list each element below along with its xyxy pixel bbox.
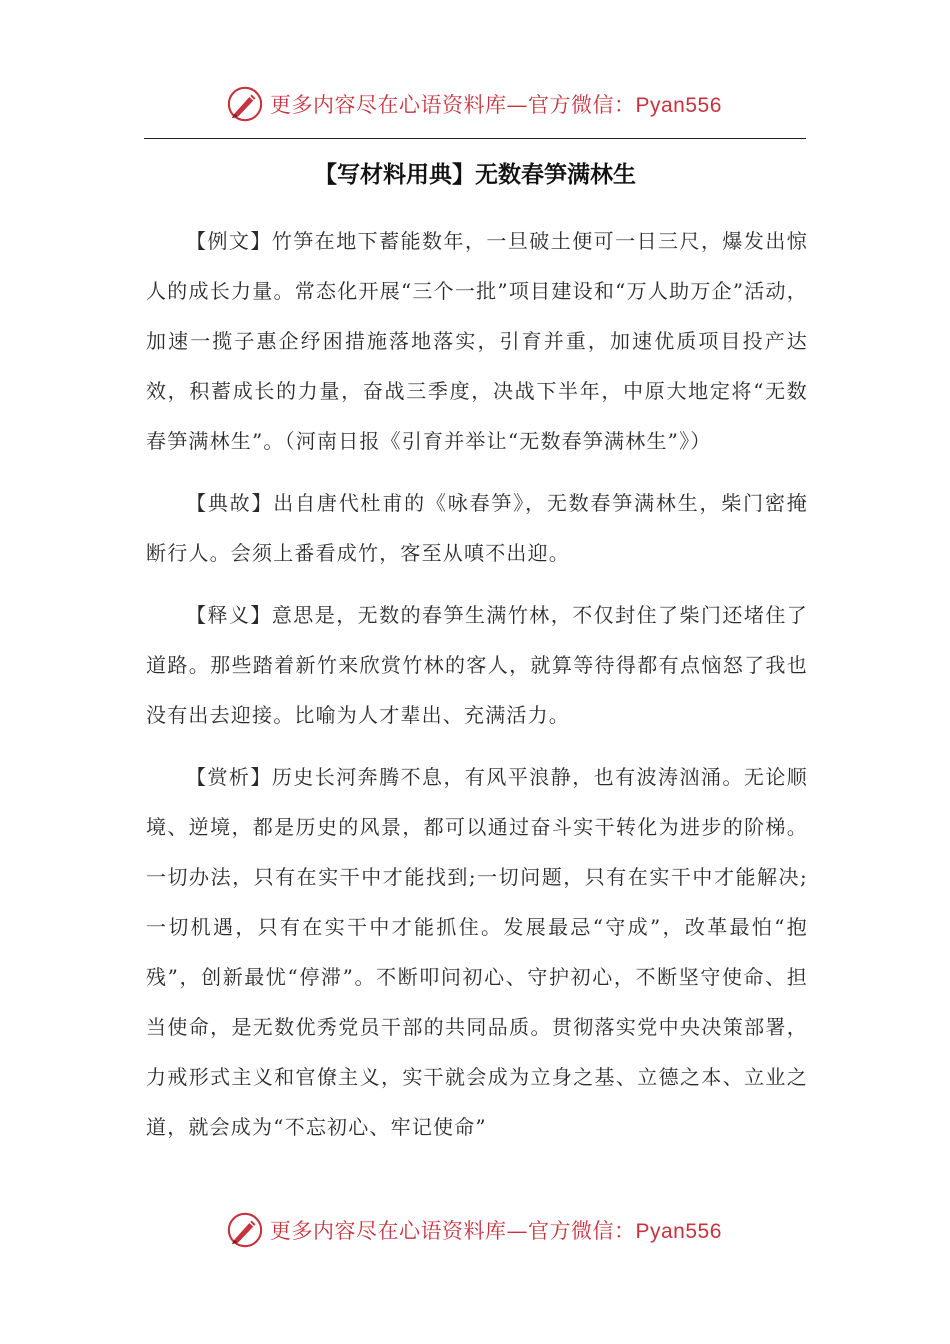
wechat-id: Pyan556 <box>635 94 722 117</box>
wechat-id: Pyan556 <box>635 1220 722 1243</box>
document-body <box>146 216 808 1164</box>
header-banner <box>226 84 746 124</box>
header-divider <box>144 138 806 139</box>
pen-logo-icon <box>226 85 264 123</box>
banner-text: 更多内容尽在心语资料库—官方微信：Pyan556 <box>270 93 722 117</box>
paragraph-appreciation: 【赏析】历史长河奔腾不息，有风平浪静，也有波涛汹涌。无论顺境、逆境，都是历史的风景，都可以通过奋斗实干转化为进步的阶梯。一切办法，只有在实干中才能找到;一切问题，只有在实干中才能解决;一切机遇，只有在实干中才能抓住。发展最忌“守成”，改革最怕“抱残”，创新最忧“停滞”。不断叩问初心、守护初心，不断坚守使命、担当使命，是无数优秀党员干部的共同品质。贯彻落实党中央决策部署，力戒形式主义和官僚主义，实干就会成为立身之基、立德之本、立业之道，就会成为“不忘初心、牢记使命” <box>146 765 808 1139</box>
paragraph-allusion: 【典故】出自唐代杜甫的《咏春笋》，无数春笋满林生，柴门密掩断行人。会须上番看成竹，客至从嗔不出迎。 <box>146 491 808 565</box>
footer-banner <box>226 1210 746 1250</box>
paragraph-explanation: 【释义】意思是，无数的春笋生满竹林，不仅封住了柴门还堵住了道路。那些踏着新竹来欣赏竹林的客人，就算等待得都有点恼怒了我也没有出去迎接。比喻为人才辈出、充满活力。 <box>146 603 808 727</box>
paragraph-example: 【例文】竹笋在地下蓄能数年，一旦破土便可一日三尺，爆发出惊人的成长力量。常态化开展“三个一批”项目建设和“万人助万企”活动，加速一揽子惠企纾困措施落地落实，引育并重，加速优质项目投产达效，积蓄成长的力量，奋战三季度，决战下半年，中原大地定将“无数春笋满林生”。（河南日报《引育并举让“无数春笋满林生”》） <box>146 229 808 453</box>
banner-text: 更多内容尽在心语资料库—官方微信：Pyan556 <box>270 1219 722 1243</box>
page-title: 【写材料用典】无数春笋满林生 <box>314 162 636 188</box>
pen-logo-icon <box>226 1211 264 1249</box>
